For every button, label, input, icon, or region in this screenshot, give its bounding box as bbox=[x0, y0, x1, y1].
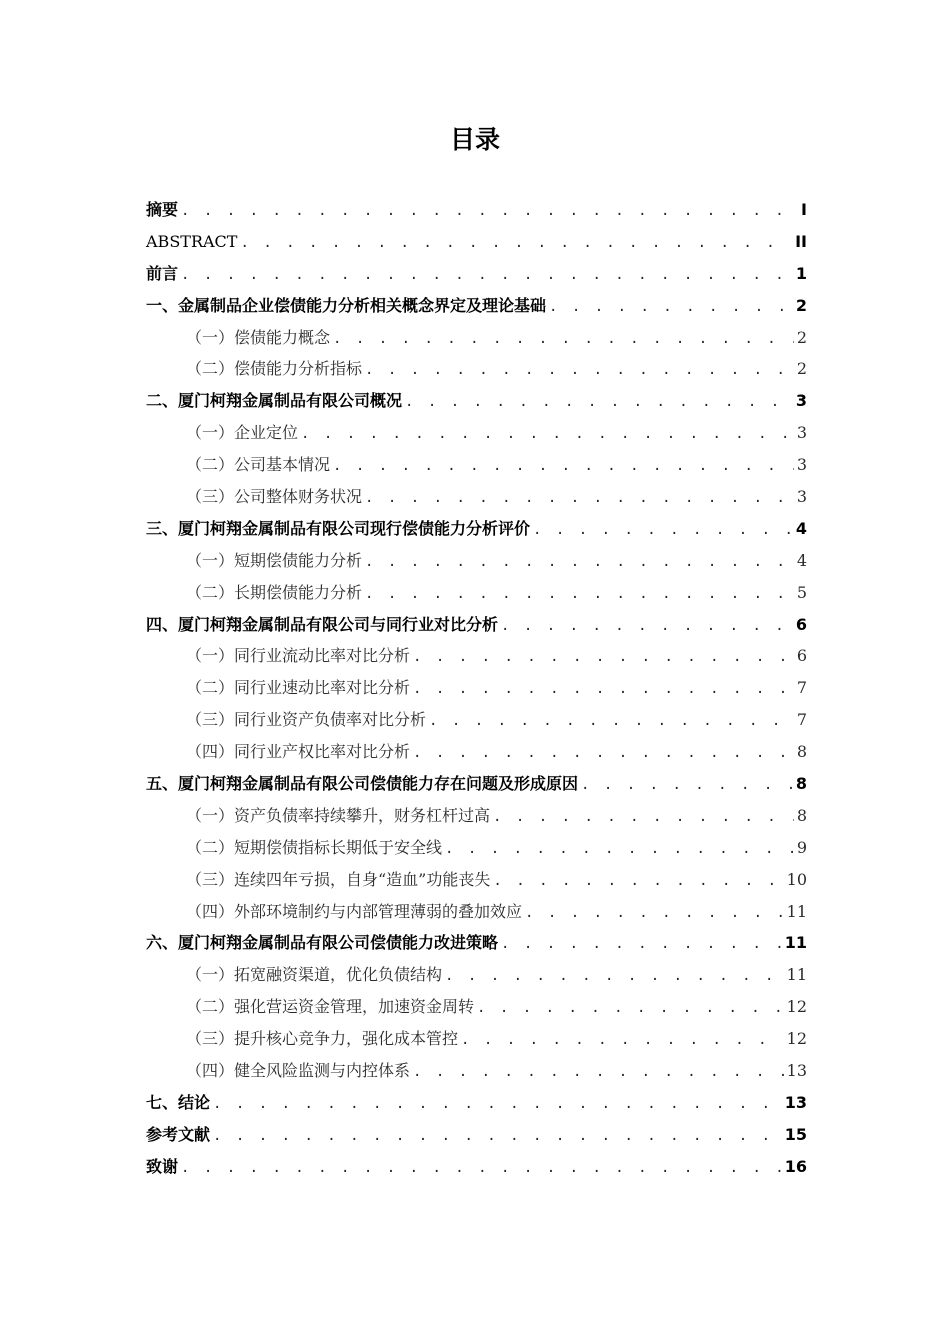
toc-entry-title: （四）外部环境制约与内部管理薄弱的叠加效应 bbox=[186, 901, 523, 921]
toc-page-number: 8 bbox=[795, 774, 807, 794]
toc-page-number: 12 bbox=[786, 1029, 807, 1049]
toc-page-number: 3 bbox=[795, 391, 807, 411]
toc-dot-leader bbox=[525, 898, 784, 930]
toc-entry-title: （三）同行业资产负债率对比分析 bbox=[186, 710, 427, 730]
toc-entry-section[interactable] bbox=[146, 672, 807, 704]
toc-dot-leader bbox=[365, 483, 794, 515]
toc-entry-section[interactable] bbox=[146, 1055, 807, 1087]
toc-dot-leader bbox=[333, 324, 794, 356]
toc-dot-leader bbox=[365, 579, 794, 611]
toc-entry-title: 二、厦门柯翔金属制品有限公司概况 bbox=[146, 391, 403, 411]
toc-page-number: II bbox=[795, 231, 807, 251]
toc-page-number: 5 bbox=[796, 582, 807, 602]
toc-page-number: 7 bbox=[796, 678, 807, 698]
toc-page-number: 3 bbox=[796, 487, 807, 507]
toc-entry-title: （四）健全风险监测与内控体系 bbox=[186, 1061, 411, 1081]
toc-entry-section[interactable] bbox=[146, 353, 807, 385]
toc-entry-chapter[interactable] bbox=[146, 768, 807, 800]
toc-dot-leader bbox=[501, 929, 782, 961]
toc-page-number: 7 bbox=[796, 710, 807, 730]
toc-dot-leader bbox=[477, 993, 784, 1025]
toc-entry-title: 摘要 bbox=[146, 200, 179, 219]
toc-entry-chapter[interactable] bbox=[146, 194, 807, 226]
toc-entry-title: （三）连续四年亏损，自身“造血”功能丧失 bbox=[186, 869, 491, 889]
toc-entry-title: 五、厦门柯翔金属制品有限公司偿债能力存在问题及形成原因 bbox=[146, 774, 579, 794]
toc-dot-leader bbox=[549, 292, 793, 324]
toc-entry-title: 七、结论 bbox=[146, 1092, 211, 1112]
toc-entry-section[interactable] bbox=[146, 864, 807, 896]
toc-dot-leader bbox=[413, 674, 794, 706]
toc-entry-title: （一）偿债能力概念 bbox=[186, 327, 331, 347]
toc-dot-leader bbox=[429, 706, 794, 738]
toc-entry-section[interactable] bbox=[146, 577, 807, 609]
toc-page-number: 9 bbox=[796, 837, 807, 857]
toc-entry-section[interactable] bbox=[146, 1023, 807, 1055]
toc-page-number: 6 bbox=[795, 614, 807, 634]
toc-entry-chapter[interactable] bbox=[146, 385, 807, 417]
toc-dot-leader bbox=[413, 642, 794, 674]
toc-entry-title: （一）拓宽融资渠道，优化负债结构 bbox=[186, 965, 443, 985]
toc-dot-leader bbox=[413, 738, 794, 770]
toc-entry-title: 一、金属制品企业偿债能力分析相关概念界定及理论基础 bbox=[146, 295, 547, 315]
toc-entry-chapter[interactable] bbox=[146, 609, 807, 641]
toc-entry-chapter[interactable] bbox=[146, 258, 807, 290]
toc-entry-title: 前言 bbox=[146, 263, 179, 283]
toc-entry-title: 致谢 bbox=[146, 1156, 179, 1176]
toc-page-number: 12 bbox=[786, 997, 807, 1017]
toc-dot-leader bbox=[493, 866, 783, 898]
toc-dot-leader bbox=[533, 515, 793, 547]
toc-entry-section[interactable] bbox=[146, 704, 807, 736]
toc-dot-leader bbox=[581, 770, 793, 802]
toc-entry-chapter[interactable] bbox=[146, 290, 807, 322]
toc-entry-chapter[interactable] bbox=[146, 226, 807, 258]
toc-page-number: 3 bbox=[796, 423, 807, 443]
toc-entry-title: 四、厦门柯翔金属制品有限公司与同行业对比分析 bbox=[146, 614, 499, 634]
toc-entry-title: （三）提升核心竞争力，强化成本管控 bbox=[186, 1029, 459, 1049]
toc-dot-leader bbox=[461, 1025, 784, 1057]
toc-entry-title: 六、厦门柯翔金属制品有限公司偿债能力改进策略 bbox=[146, 933, 499, 953]
toc-dot-leader bbox=[405, 387, 793, 419]
toc-entry-section[interactable] bbox=[146, 959, 807, 991]
toc-entry-chapter[interactable] bbox=[146, 1087, 807, 1119]
toc-entry-section[interactable] bbox=[146, 417, 807, 449]
toc-page-number: 2 bbox=[795, 295, 807, 315]
toc-dot-leader bbox=[445, 834, 794, 866]
toc-entry-title: （三）公司整体财务状况 bbox=[186, 487, 363, 507]
toc-dot-leader bbox=[333, 451, 794, 483]
toc-entry-title: （一）企业定位 bbox=[186, 423, 299, 443]
toc-entry-chapter[interactable] bbox=[146, 927, 807, 959]
toc-page-number: 11 bbox=[784, 933, 807, 953]
toc-dot-leader bbox=[501, 611, 793, 643]
toc-entry-chapter[interactable] bbox=[146, 1151, 807, 1183]
toc-dot-leader bbox=[301, 419, 794, 451]
toc-entry-section[interactable] bbox=[146, 896, 807, 928]
toc-entry-chapter[interactable] bbox=[146, 513, 807, 545]
toc-entry-section[interactable] bbox=[146, 991, 807, 1023]
toc-entry-title: （二）强化营运资金管理，加速资金周转 bbox=[186, 997, 475, 1017]
toc-entry-title: （二）同行业速动比率对比分析 bbox=[186, 678, 411, 698]
toc-page-number: 1 bbox=[795, 263, 807, 283]
toc-entry-section[interactable] bbox=[146, 800, 807, 832]
toc-entry-title: （二）短期偿债指标长期低于安全线 bbox=[186, 837, 443, 857]
toc-dot-leader bbox=[240, 228, 792, 260]
toc-entry-chapter[interactable] bbox=[146, 1119, 807, 1151]
toc-entry-section[interactable] bbox=[146, 545, 807, 577]
toc-entry-title: ABSTRACT bbox=[146, 231, 238, 251]
toc-page-number: 2 bbox=[796, 327, 807, 347]
toc-page-number: 11 bbox=[786, 901, 807, 921]
toc-dot-leader bbox=[213, 1089, 782, 1121]
toc-dot-leader bbox=[181, 1153, 782, 1185]
toc-page-number: 3 bbox=[796, 455, 807, 475]
toc-dot-leader bbox=[413, 1057, 784, 1089]
toc-page-number: 11 bbox=[786, 965, 807, 985]
toc-entry-section[interactable] bbox=[146, 449, 807, 481]
toc-entry-section[interactable] bbox=[146, 736, 807, 768]
toc-page-number: 4 bbox=[795, 518, 807, 538]
toc-page-number: 13 bbox=[784, 1092, 807, 1112]
toc-dot-leader bbox=[365, 547, 794, 579]
toc-entry-section[interactable] bbox=[146, 640, 807, 672]
toc-entry-title: （二）长期偿债能力分析 bbox=[186, 582, 363, 602]
toc-page-number: 6 bbox=[796, 646, 807, 666]
toc-entry-title: 参考文献 bbox=[146, 1124, 211, 1144]
toc-entry-title: （一）资产负债率持续攀升，财务杠杆过高 bbox=[186, 805, 491, 825]
toc-entry-title: （一）短期偿债能力分析 bbox=[186, 550, 363, 570]
toc-page-number: 15 bbox=[784, 1124, 807, 1144]
toc-dot-leader bbox=[181, 196, 798, 228]
toc-dot-leader bbox=[365, 355, 794, 387]
toc-dot-leader bbox=[445, 961, 784, 993]
table-of-contents bbox=[146, 194, 807, 1183]
toc-entry-title: （二）偿债能力分析指标 bbox=[186, 359, 363, 379]
toc-entry-section[interactable] bbox=[146, 832, 807, 864]
toc-page-number: 8 bbox=[796, 805, 807, 825]
toc-page-number: 2 bbox=[796, 359, 807, 379]
toc-entry-title: （四）同行业产权比率对比分析 bbox=[186, 742, 411, 762]
toc-page-number: 16 bbox=[784, 1156, 807, 1176]
toc-entry-title: （一）同行业流动比率对比分析 bbox=[186, 646, 411, 666]
toc-page-number: 13 bbox=[786, 1061, 807, 1081]
toc-dot-leader bbox=[213, 1121, 782, 1153]
toc-page-number: I bbox=[801, 200, 807, 219]
toc-entry-section[interactable] bbox=[146, 481, 807, 513]
toc-entry-title: （二）公司基本情况 bbox=[186, 455, 331, 475]
toc-page-number: 8 bbox=[796, 742, 807, 762]
toc-entry-title: 三、厦门柯翔金属制品有限公司现行偿债能力分析评价 bbox=[146, 518, 531, 538]
toc-dot-leader bbox=[493, 802, 794, 834]
toc-entry-section[interactable] bbox=[146, 322, 807, 354]
toc-page-number: 10 bbox=[786, 869, 807, 889]
toc-dot-leader bbox=[181, 260, 793, 292]
toc-page-number: 4 bbox=[796, 550, 807, 570]
page-title: 目录 bbox=[449, 125, 500, 154]
